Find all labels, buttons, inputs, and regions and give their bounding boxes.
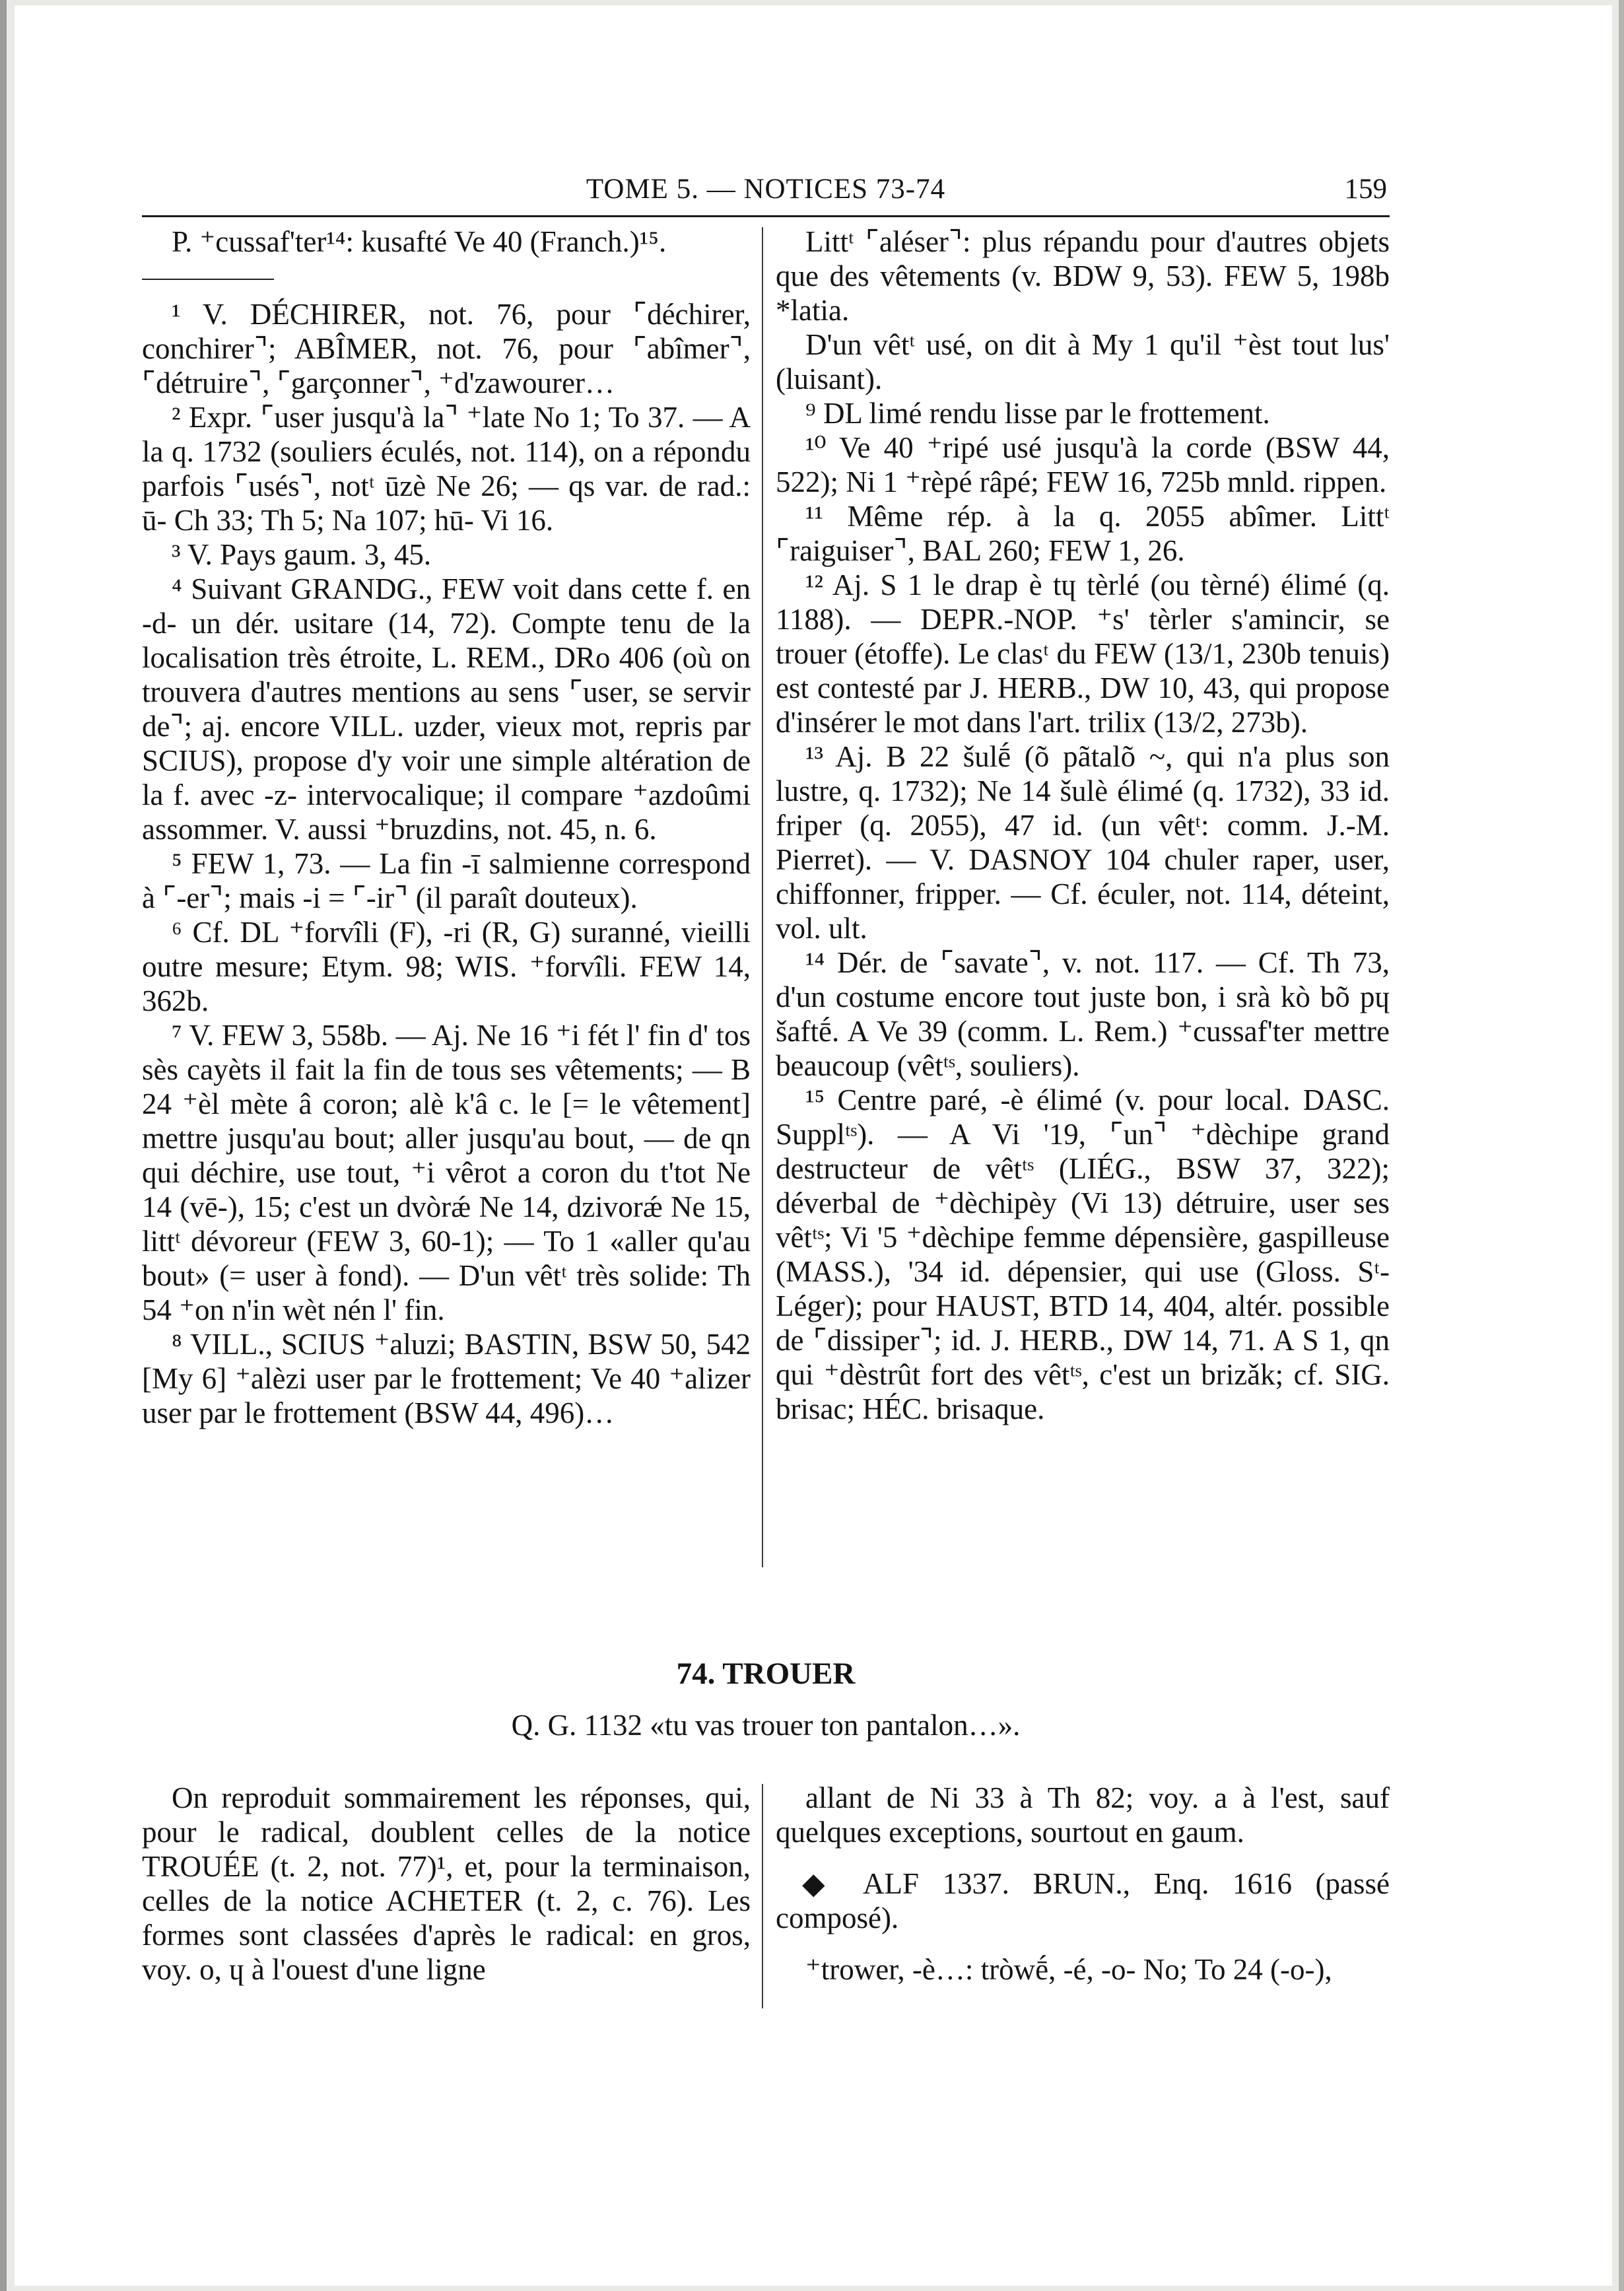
footnote: ¹⁰ Ve 40 ⁺ripé usé jusqu'à la corde (BSW 44, 522); Ni 1 ⁺rèpé râpé; FEW 16, 725b mnld. rippen. [776,431,1390,498]
footnote: ⁸ VILL., SCIUS ⁺aluzi; BASTIN, BSW 50, 542 [My 6] ⁺alèzi user par le frottement; Ve 40 ⁺alizer user par le frottement (BSW 44, 496)… [142,1328,751,1429]
footnote-continuation: Littᵗ ⌜aléser⌝: plus répandu pour d'autres objets que des vêtements (v. BDW 9, 53). FEW 5, 198b *latia. [776,225,1390,327]
footnote: ⁴ Suivant GRANDG., FEW voit dans cette f. en -d- un dér. usitare (14, 72). Compte tenu de la localisation très étroite, L. REM., DRo 406 (où on trouvera d'autres mentions au sens ⌜user, se servir de⌝; aj. encore VILL. uzder, vieux mot, repris par SCIUS), propose d'y voir une simple altération de la f. avec -z- intervocalique; il compare ⁺azdoûmi assommer. V. aussi ⁺bruzdins, not. 45, n. 6. [142,572,751,846]
footnote: ¹ V. DÉCHIRER, not. 76, pour ⌜déchirer, conchirer⌝; ABÎMER, not. 76, pour ⌜abîmer⌝, ⌜détruire⌝, ⌜garçonner⌝, ⁺d'zawourer… [142,298,751,399]
first-line: P. ⁺cussaf'ter¹⁴: kusafté Ve 40 (Franch.)¹⁵. [172,225,667,258]
footnote: ² Expr. ⌜user jusqu'à la⌝ ⁺late No 1; To 37. — A la q. 1732 (souliers éculés, not. 114), on a répondu parfois ⌜usés⌝, notᵗ ūzè Ne 26; — qs var. de rad.: ū- Ch 33; Th 5; Na 107; hū- Vi 16. [142,401,751,537]
footnote: ⁷ V. FEW 3, 558b. — Aj. Ne 16 ⁺i fét l' fin d' tos sès cayèts il fait la fin de tous ses vêtements; — B 24 ⁺èl mète â coron; alè k'â c. le [= le vêtement] mettre jusqu'au bout; aller jusqu'au bout, — de qn qui déchire, use tout, ⁺i vêrot a coron du t'tot Ne 14 (vē-), 15; c'est un dvòrǽ Ne 14, dzivorǽ Ne 15, littᵗ dévoreur (FEW 3, 60-1); — To 1 «aller qu'au bout» (= user à fond). — D'un vêtᵗ très solide: Th 54 ⁺on n'in wèt nén l' fin. [142,1019,751,1326]
body-paragraph: On reproduit sommairement les réponses, qui, pour le radical, doublent celles de la notice TROUÉE (t. 2, not. 77)¹, et, pour la terminaison, celles de la notice ACHETER (t. 2, c. 76). Les formes sont classées d'après le radical: en gros, voy. o, ɥ à l'ouest d'une ligne [142,1781,751,1986]
page-header [142,169,1390,217]
footnote: ⁶ Cf. DL ⁺forvîli (F), -ri (R, G) suranné, vieilli outre mesure; Etym. 98; WIS. ⁺forvîli. FEW 14, 362b. [142,916,751,1017]
left-column [142,224,751,1430]
page-number: 159 [1344,174,1387,205]
section-title: 74. TROUER [676,1657,856,1691]
footnote: ⁵ FEW 1, 73. — La fin -ī salmienne correspond à ⌜-er⌝; mais -i = ⌜-ir⌝ (il paraît douteux). [142,847,751,914]
footnote-rule [142,279,274,280]
section-question: Q. G. 1132 «tu vas trouer ton pantalon…». [511,1709,1021,1742]
footnote: ¹¹ Même rép. à la q. 2055 abîmer. Littᵗ ⌜raiguiser⌝, BAL 260; FEW 1, 26. [776,500,1390,567]
body-paragraph: allant de Ni 33 à Th 82; voy. a à l'est, sauf quelques exceptions, sourtout en gaum. [776,1781,1390,1849]
footnote: D'un vêtᵗ usé, on dit à My 1 qu'il ⁺èst tout lus' (luisant). [776,328,1390,395]
scan-edge-right [1619,0,1624,2291]
footnote: ¹⁵ Centre paré, -è élimé (v. pour local. DASC. Supplᵗˢ). — A Vi '19, ⌜un⌝ ⁺dèchipe grand destructeur de vêtᵗˢ (LIÉG., BSW 37, 322); déverbal de ⁺dèchipèy (Vi 13) détruire, user ses vêtᵗˢ; Vi '5 ⁺dèchipe femme dépensière, gaspilleuse (MASS.), '34 id. dépensier, qui use (Gloss. Sᵗ-Léger); pour HAUST, BTD 14, 404, altér. possible de ⌜dissiper⌝; id. J. HERB., DW 14, 71. A S 1, qn qui ⁺dèstrût fort des vêtᵗˢ, c'est un brizǎk; cf. SIG. brisac; HÉC. brisaque. [776,1083,1390,1425]
right-column [776,224,1390,1426]
footnote: ⁹ DL limé rendu lisse par le frottement. [805,397,1270,430]
scan-edge-left [0,0,7,2291]
entry-line: ⁺trower, -è…: tròwḗ, -é, -o- No; To 24 (-o-), [805,1953,1332,1986]
footnote: ³ V. Pays gaum. 3, 45. [172,538,432,571]
running-title: TOME 5. — NOTICES 73-74 [586,174,946,205]
section-right-column [776,1781,1390,1987]
footnote: ¹³ Aj. B 22 šulḗ (õ pãtalõ ~, qui n'a plus son lustre, q. 1732); Ne 14 šulè élimé (q. 1732), 33 id. friper (q. 2055), 47 id. (un vêtᵗ: comm. J.-M. Pierret). — V. DASNOY 104 chuler raper, user, chiffonner, fripper. — Cf. éculer, not. 114, déteint, vol. ult. [776,740,1390,945]
column-divider [762,1784,763,2008]
footnote: ¹⁴ Dér. de ⌜savate⌝, v. not. 117. — Cf. Th 73, d'un costume encore tout juste bon, i srà kò bõ pɥ šaftḗ. A Ve 39 (comm. L. Rem.) ⁺cussaf'ter mettre beaucoup (vêtᵗˢ, souliers). [776,946,1390,1082]
alf-reference: ◆ ALF 1337. BRUN., Enq. 1616 (passé composé). [776,1867,1390,1934]
section-left-column [142,1781,751,1989]
footnote: ¹² Aj. S 1 le drap è tɥ tèrlé (ou tèrné) élimé (q. 1188). — DEPR.-NOP. ⁺s' tèrler s'amincir, se trouer (étoffe). Le clasᵗ du FEW (13/1, 230b tenuis) est contesté par J. HERB., DW 10, 43, qui propose d'insérer le mot dans l'art. trilix (13/2, 273b). [776,568,1390,739]
column-divider [762,227,763,1567]
